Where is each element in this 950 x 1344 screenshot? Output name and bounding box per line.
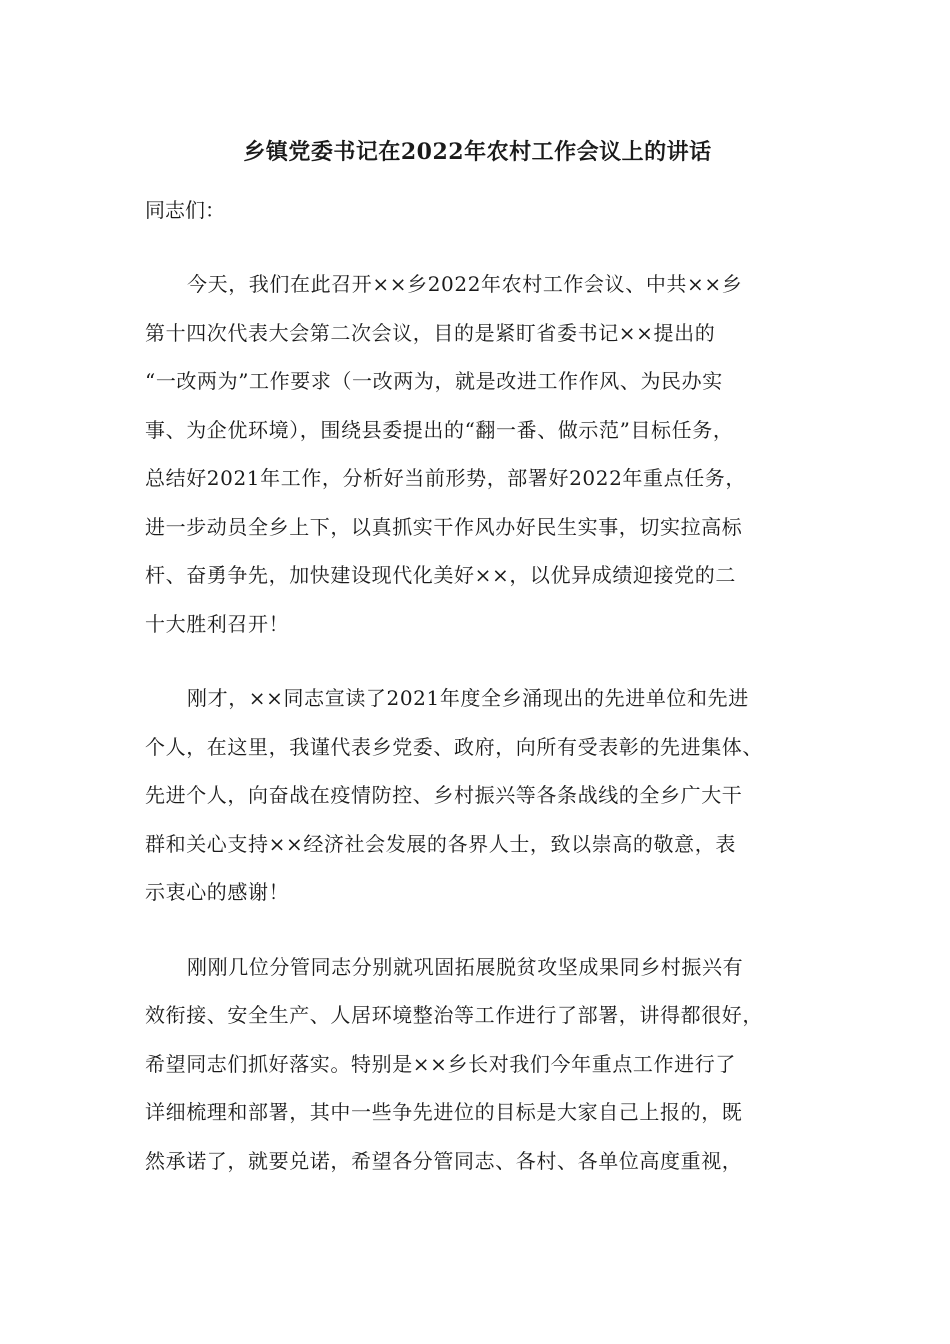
paragraph-1	[145, 260, 810, 648]
paragraph-line: 群和关心支持××经济社会发展的各界人士，致以崇高的敬意，表	[145, 831, 736, 856]
paragraph-line: 进一步动员全乡上下，以真抓实干作风办好民生实事，切实拉高标	[145, 514, 743, 539]
paragraph-line: 刚才，××同志宣读了2021年度全乡涌现出的先进单位和先进	[187, 686, 749, 710]
paragraph-line: 今天，我们在此召开××乡2022年农村工作会议、中共××乡	[187, 272, 743, 296]
paragraph-line: “一改两为”工作要求（一改两为，就是改进工作作风、为民办实	[145, 369, 723, 393]
paragraph-line: 第十四次代表大会第二次会议，目的是紧盯省委书记××提出的	[145, 320, 716, 345]
paragraph-line: 希望同志们抓好落实。特别是××乡长对我们今年重点工作进行了	[145, 1051, 736, 1076]
document-title: 乡镇党委书记在2022年农村工作会议上的讲话	[243, 139, 712, 165]
paragraph-line: 总结好2021年工作，分析好当前形势，部署好2022年重点任务，	[145, 466, 746, 490]
document-page	[145, 128, 810, 1185]
paragraph-line: 个人，在这里，我谨代表乡党委、政府，向所有受表彰的先进集体、	[145, 734, 763, 759]
paragraph-line: 十大胜利召开！	[145, 611, 290, 636]
paragraph-line: 先进个人，向奋战在疫情防控、乡村振兴等各条战线的全乡广大干	[145, 783, 743, 807]
paragraph-2	[145, 674, 810, 917]
paragraph-line: 刚刚几位分管同志分别就巩固拓展脱贫攻坚成果同乡村振兴有	[187, 954, 744, 979]
salutation: 同志们：	[145, 198, 225, 222]
paragraph-line: 然承诺了，就要兑诺，希望各分管同志、各村、各单位高度重视，	[145, 1148, 743, 1173]
paragraph-line: 示衷心的感谢！	[145, 880, 290, 904]
paragraph-line: 事、为企优环境），围绕县委提出的“翻一番、做示范”目标任务，	[145, 417, 734, 442]
paragraph-3	[145, 943, 810, 1186]
paragraph-line: 杆、奋勇争先，加快建设现代化美好××，以优异成绩迎接党的二	[145, 563, 736, 587]
paragraph-line: 详细梳理和部署，其中一些争先进位的目标是大家自己上报的，既	[145, 1100, 743, 1124]
paragraph-line: 效衔接、安全生产、人居环境整治等工作进行了部署，讲得都很好，	[145, 1003, 763, 1027]
